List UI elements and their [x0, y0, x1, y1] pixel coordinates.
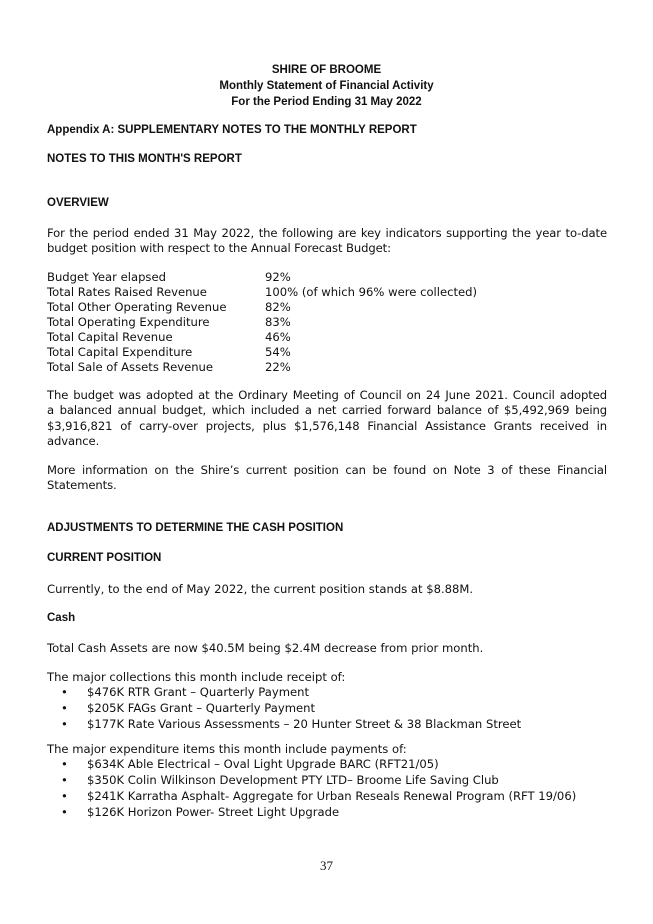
indicator-value: 83% [265, 315, 291, 329]
bullet-icon: • [61, 773, 68, 787]
overview-intro [47, 226, 607, 257]
bullet-icon: • [61, 701, 68, 715]
indicator-value: 92% [265, 270, 291, 284]
paragraph-line: Statements. [47, 478, 117, 493]
list-item-text: $476K RTR Grant – Quarterly Payment [87, 685, 310, 699]
indicator-label: Budget Year elapsed [47, 270, 166, 284]
bullet-icon: • [61, 685, 68, 699]
header-subtitle: Monthly Statement of Financial Activity [219, 80, 434, 92]
list-item-text: $350K Colin Wilkinson Development PTY LTD– Broome Life Saving Club [87, 773, 499, 787]
current-position-text: Currently, to the end of May 2022, the current position stands at $8.88M. [47, 582, 474, 596]
paragraph-line: $3,916,821 of carry-over projects, plus $1,576,148 Financial Assistance Grants received in [47, 418, 607, 433]
notes-heading: NOTES TO THIS MONTH'S REPORT [47, 153, 242, 165]
indicator-label: Total Operating Expenditure [47, 315, 210, 329]
paragraph-line: a balanced annual budget, which included a net carried forward balance of $5,492,969 being [47, 403, 607, 418]
indicator-value: 54% [265, 345, 291, 359]
collections-intro: The major collections this month include receipt of: [47, 670, 346, 684]
budget-paragraph [47, 388, 607, 450]
indicator-value: 22% [265, 360, 291, 374]
bullet-icon: • [61, 805, 68, 819]
expenditure-intro: The major expenditure items this month include payments of: [47, 742, 407, 756]
indicator-label: Total Capital Expenditure [47, 345, 193, 359]
overview-heading: OVERVIEW [47, 197, 109, 209]
appendix-heading: Appendix A: SUPPLEMENTARY NOTES TO THE MONTHLY REPORT [47, 124, 417, 136]
indicator-value: 82% [265, 300, 291, 314]
indicator-label: Total Capital Revenue [47, 330, 173, 344]
page-number: 37 [320, 858, 333, 873]
paragraph-line: More information on the Shire’s current position can be found on Note 3 of these Financial [47, 463, 607, 477]
overview-intro-line: budget position with respect to the Annual Forecast Budget: [47, 241, 391, 256]
header-title: SHIRE OF BROOME [271, 64, 382, 76]
indicator-label: Total Rates Raised Revenue [47, 285, 207, 299]
list-item-text: $241K Karratha Asphalt- Aggregate for Urban Reseals Renewal Program (RFT 19/06) [87, 789, 577, 803]
indicator-label: Total Other Operating Revenue [47, 300, 227, 314]
bullet-icon: • [61, 757, 68, 771]
list-item-text: $177K Rate Various Assessments – 20 Hunter Street & 38 Blackman Street [87, 717, 522, 731]
indicator-label: Total Sale of Assets Revenue [47, 360, 214, 374]
cash-heading: Cash [47, 612, 76, 624]
current-position-heading: CURRENT POSITION [47, 552, 162, 564]
cash-text: Total Cash Assets are now $40.5M being $2.4M decrease from prior month. [47, 641, 484, 655]
list-item-text: $205K FAGs Grant – Quarterly Payment [87, 701, 316, 715]
indicator-value: 46% [265, 330, 291, 344]
paragraph-line: The budget was adopted at the Ordinary Meeting of Council on 24 June 2021. Council adopted [47, 388, 607, 402]
indicator-value: 100% (of which 96% were collected) [265, 285, 478, 299]
adjustments-heading: ADJUSTMENTS TO DETERMINE THE CASH POSITION [47, 522, 344, 534]
header-period: For the Period Ending 31 May 2022 [231, 96, 422, 108]
more-info-paragraph [47, 463, 607, 494]
overview-intro-line: For the period ended 31 May 2022, the following are key indicators supporting the year to-date [47, 226, 607, 240]
bullet-icon: • [61, 717, 68, 731]
list-item-text: $126K Horizon Power- Street Light Upgrade [87, 805, 340, 819]
paragraph-line: advance. [47, 434, 100, 449]
bullet-icon: • [61, 789, 68, 803]
list-item-text: $634K Able Electrical – Oval Light Upgrade BARC (RFT21/05) [87, 757, 439, 771]
